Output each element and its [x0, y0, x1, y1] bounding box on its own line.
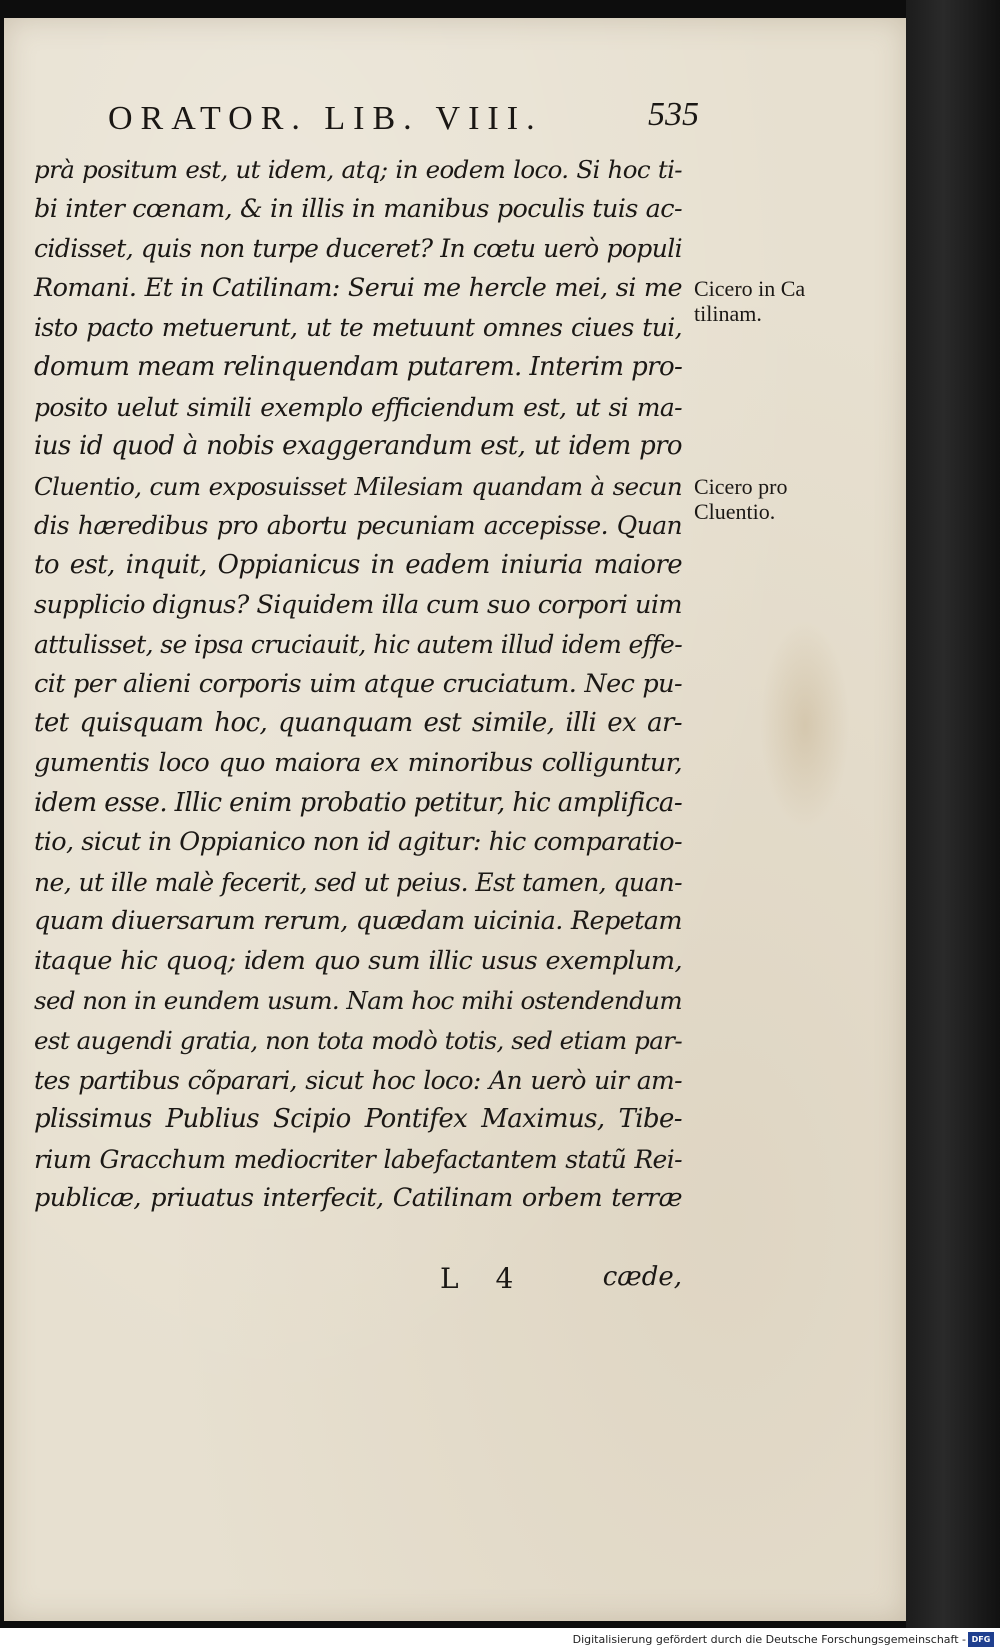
scan-background-edge — [906, 0, 1000, 1651]
text-line: plissimus Publius Scipio Pontifex Maximus, Tibe- — [34, 1104, 682, 1135]
signature-mark: L 4 — [440, 1262, 528, 1295]
text-line: idem esse. Illic enim probatio petitur, hic amplifica- — [34, 787, 683, 818]
funding-credit: Digitalisierung gefördert durch die Deutsche Forschungsgemeinschaft - — [572, 1633, 966, 1646]
marginal-note-line: tilinam. — [694, 301, 762, 326]
text-line: itaque hic quoq; idem quo sum illic usus exemplum, — [34, 945, 682, 976]
text-line: ne, ut ille malè fecerit, sed ut peius. Est tamen, quan- — [34, 867, 682, 897]
marginal-note-cluentio — [694, 474, 854, 524]
text-line: rium Gracchum mediocriter labefactantem statũ Rei- — [34, 1144, 682, 1174]
text-line: supplicio dignus? Siquidem illa cum suo corpori uim — [34, 589, 682, 620]
text-line: publicæ, priuatus interfecit, Catilinam orbem terræ — [34, 1183, 682, 1214]
text-line: Romani. Et in Catilinam: Serui me hercle mei, si me — [34, 272, 682, 303]
marginal-note-line: Cluentio. — [694, 499, 776, 524]
marginal-note-line: Cicero in Ca — [694, 276, 806, 301]
page-number: 535 — [648, 96, 699, 133]
text-line: isto pacto metuerunt, ut te metuunt omnes ciues tui, — [34, 313, 682, 343]
catchword: cæde, — [602, 1262, 682, 1292]
text-line: attulisset, se ipsa cruciauit, hic autem illud idem effe- — [34, 630, 683, 660]
text-line: ius id quod à nobis exaggerandum est, ut idem pro — [34, 431, 682, 462]
text-line: tio, sicut in Oppianico non id agitur: hic comparatio- — [34, 827, 682, 858]
text-line: gumentis loco quo maiora ex minoribus colliguntur, — [34, 747, 682, 778]
marginal-note-catilinam — [694, 276, 854, 326]
paper-stain — [760, 620, 850, 830]
text-line: domum meam relinquendam putarem. Interim pro- — [34, 351, 683, 382]
marginal-note-line: Cicero pro — [694, 474, 788, 499]
text-line: tet quisquam hoc, quanquam est simile, illi ex ar- — [34, 708, 682, 739]
text-line: Cluentio, cum exposuisset Milesiam quandam à secun — [34, 471, 682, 501]
text-line: to est, inquit, Oppianicus in eadem iniuria maiore — [34, 549, 682, 580]
text-line: cit per alieni corporis uim atque cruciatum. Nec pu- — [34, 668, 682, 699]
text-line: dis hæredibus pro abortu pecuniam accepisse. Quan — [34, 511, 682, 541]
running-head — [108, 96, 708, 150]
text-line: posito uelut simili exemplo efficiendum est, ut si ma- — [34, 392, 682, 422]
footer-bar — [0, 1628, 1000, 1651]
dfg-logo: DFG — [968, 1632, 994, 1647]
text-line: bi inter cœnam, & in illis in manibus poculis tuis ac- — [34, 193, 682, 224]
text-line: quam diuersarum rerum, quædam uicinia. Repetam — [34, 906, 682, 937]
text-line: cidisset, quis non turpe duceret? In cœtu uerò populi — [34, 234, 682, 264]
text-line: tes partibus cõparari, sicut hoc loco: An uerò uir am- — [34, 1065, 682, 1095]
main-text-block — [34, 150, 682, 1219]
text-line: sed non in eundem usum. Nam hoc mihi ostendendum — [34, 986, 682, 1016]
catchline — [440, 1262, 682, 1302]
text-line: est augendi gratia, non tota modò totis, sed etiam par- — [34, 1026, 682, 1056]
running-title: ORATOR. LIB. VIII. — [108, 100, 543, 137]
text-line: prà positum est, ut idem, atq; in eodem loco. Si hoc ti- — [34, 155, 682, 184]
